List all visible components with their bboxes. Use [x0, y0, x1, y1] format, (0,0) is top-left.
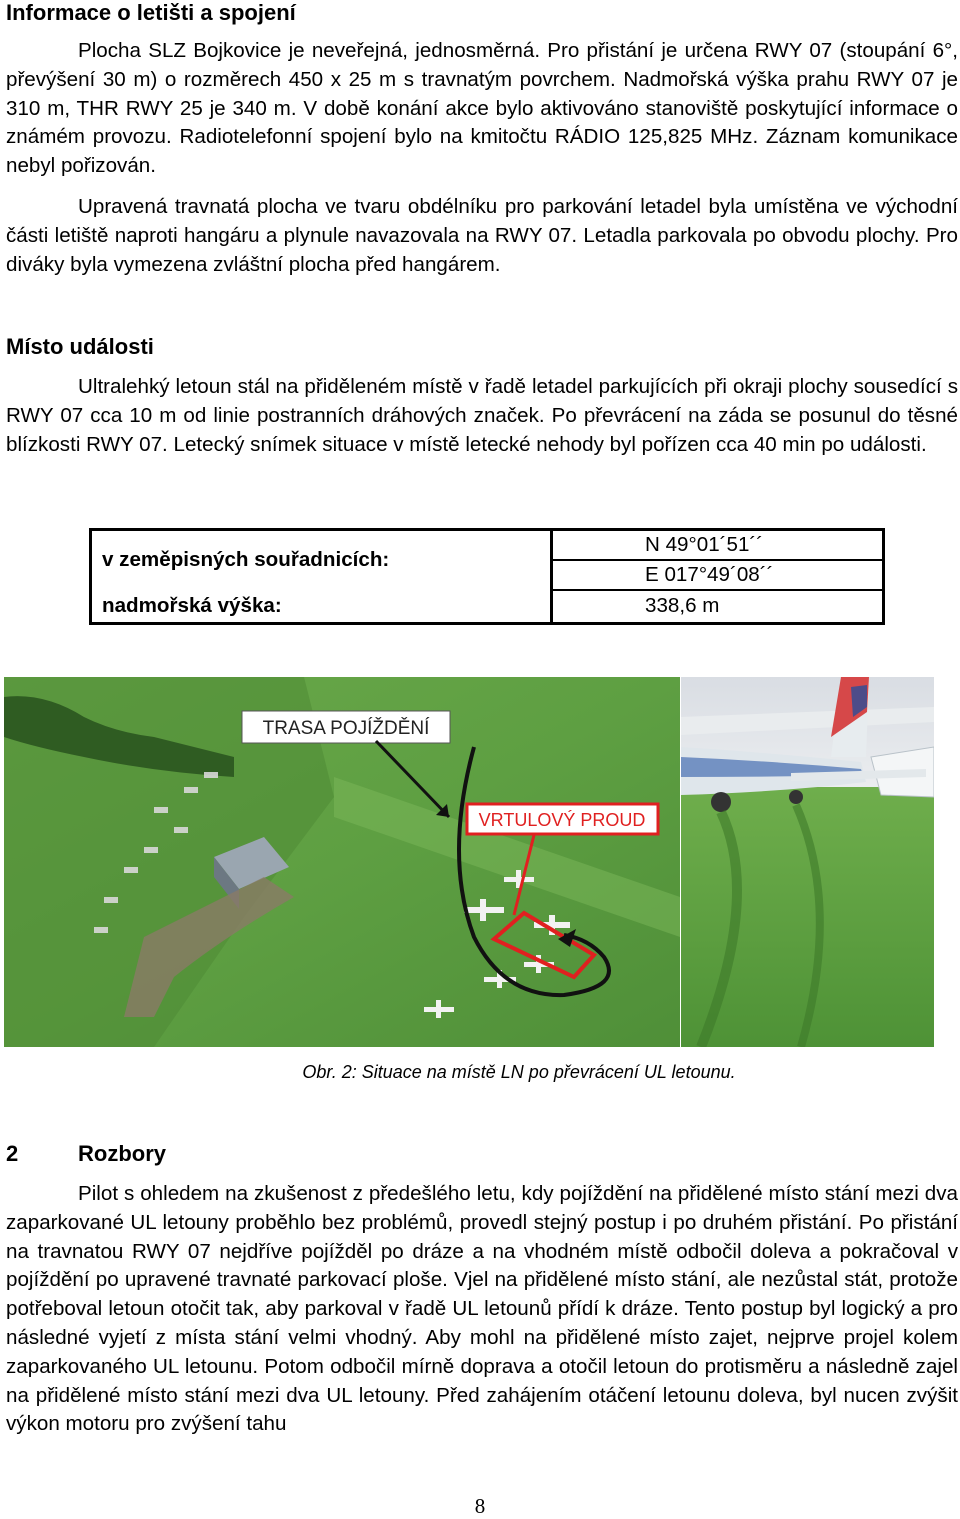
page-number: 8	[474, 1494, 486, 1518]
coordinates-table	[89, 528, 885, 625]
paragraph-airport-info-1: Plocha SLZ Bojkovice je neveřejná, jednosměrná. Pro přistání je určena RWY 07 (stoupání 6°, převýšení 30 m) o rozměrech 450 x 25 m s travnatým povrchem. Nadmořská výška prahu RWY 07 je 310 m, THR RWY 25 je 340 m. V době konání akce bylo aktivováno stanoviště poskytující informace o známém provozu. Radiotelefonní spojení bylo na kmitočtu RÁDIO 125,825 MHz. Záznam komunikace nebyl pořizován.	[6, 39, 958, 178]
paragraph-analysis: Pilot s ohledem na zkušenost z předešlého letu, kdy pojíždění na přidělené místo stání mezi dva zaparkované UL letouny proběhlo bez problémů, provedl stejný postup i po druhém přistání. Po přistání na travnatou RWY 07 nejdříve pojížděl po dráze a na vhodném místě odbočil doleva a pokračoval v pojíždění po upravené travnaté parkovací ploše. Vjel na přidělené místo stání, ale nezůstal stát, protože potřeboval letoun otočit tak, aby parkoval v řadě UL letounů přídí k dráze. Tento postup byl logický a pro následné vyjetí z místa stání velmi vhodný. Aby mohl na přidělené místo zajet, nejprve projel kolem zaparkovaného UL letounu. Potom odbočil mírně doprava a otočil letoun do protisměru a následně zajel na přidělené místo stání mezi dva UL letouny. Před zahájením otáčení letounu doleva, byl nucen zvýšit výkon motoru pro zvýšení tahu	[6, 1182, 958, 1436]
figure-caption: Obr. 2: Situace na místě LN po převrácení UL letounu.	[302, 1062, 736, 1082]
aerial-photo-graphic	[4, 677, 680, 1047]
paragraph-airport-info-2: Upravená travnatá plocha ve tvaru obdélníku pro parkování letadel byla umístěna ve východní části letiště naproti hangáru a plynule navazovala na RWY 07. Letadla parkovala po obvodu plochy. Pro diváky byla vymezena zvláštní plocha před hangárem.	[6, 195, 958, 276]
aerial-photo	[4, 677, 680, 1047]
coords-label: v zeměpisných souřadnicích:	[91, 530, 552, 590]
ground-photo-graphic	[681, 677, 934, 1047]
section-number: 2	[6, 1141, 19, 1166]
paragraph-place-of-event: Ultralehký letoun stál na přiděleném místě v řadě letadel parkujících při okraji plochy sousedící s RWY 07 cca 10 m od linie postranních dráhových značek. Po převrácení na záda se posunul do těsné blízkosti RWY 07. Letecký snímek situace v místě letecké nehody byl pořízen cca 40 min po události.	[6, 375, 958, 456]
ground-photo	[681, 677, 934, 1047]
coords-latitude: N 49°01´51´´	[552, 530, 884, 560]
prop-wash-label: VRTULOVÝ PROUD	[478, 810, 646, 830]
heading-airport-info: Informace o letišti a spojení	[6, 0, 296, 25]
taxi-route-label: TRASA POJÍŽDĚNÍ	[262, 718, 430, 739]
heading-place-of-event: Místo události	[6, 334, 154, 359]
coords-longitude: E 017°49´08´´	[552, 560, 884, 590]
section-title: Rozbory	[78, 1141, 166, 1166]
elevation-label: nadmořská výška:	[91, 590, 552, 624]
elevation-value: 338,6 m	[552, 590, 884, 624]
